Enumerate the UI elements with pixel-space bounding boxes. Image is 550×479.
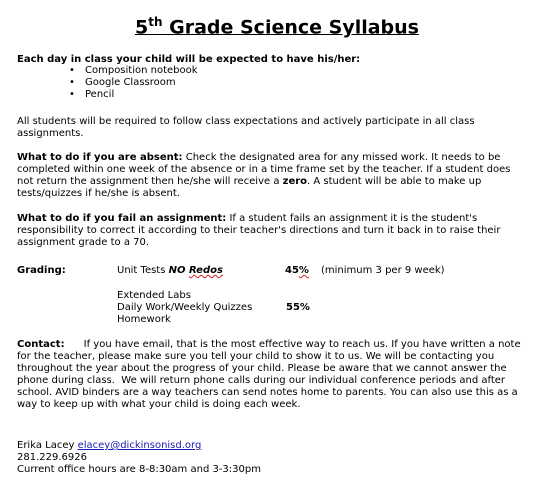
email-link[interactable]: elacey@dickinsonisd.org — [77, 440, 202, 451]
contact-text: If you have email, that is the most effective way to reach us. If you have written a note for the teacher, please make sure you tell your child to show it to us. We will be contacting you throughout the year about the progress of your child. Please be aware that we cannot answer the phone during class. We will return phone calls during our individual conference periods and after school. AVID binders are a way teachers can send notes home to parents. You can also use this as a way to keep up with what your child is doing each week. — [17, 339, 524, 410]
teacher-name: Erika Lacey — [17, 440, 78, 451]
supplies-intro: Each day in class your child will be expected to have his/her: — [17, 54, 361, 65]
contact-label: Contact: — [17, 339, 65, 350]
daily-work: Daily Work/Weekly Quizzes — [117, 302, 253, 313]
absent-paragraph — [17, 152, 517, 200]
title-text: Grade Science Syllabus — [162, 16, 419, 39]
title-number: 5 — [134, 16, 149, 39]
expectations-paragraph: All students will be required to follow class expectations and actively participate in all class assignments. — [17, 116, 475, 139]
list-item: • Google Classroom — [69, 77, 198, 89]
unit-tests-label: Unit Tests — [117, 265, 169, 276]
absent-text-end: . A student will be able to make up tests/quizzes if he/she is absent. — [17, 176, 482, 199]
unit-tests-line — [117, 265, 223, 277]
title-superscript: th — [148, 15, 163, 29]
office-hours: Current office hours are 8-8:30am and 3-3:30pm — [17, 464, 261, 475]
fail-label: What to do if you fail an assignment: — [17, 213, 227, 224]
daily-work-percent: 55% — [286, 302, 310, 313]
phone-number: 281.229.6926 — [17, 452, 87, 463]
supplies-list — [69, 65, 198, 101]
no-redos: NO Redos — [168, 265, 223, 276]
absent-text: Check the designated area for any missed work. It needs to be completed within one week of the absence or in a time frame set by the teacher. If a student does not return the assignment then he/she will receive a — [17, 152, 511, 187]
page-title — [17, 15, 537, 38]
fail-text: If a student fails an assignment it is the student's responsibility to correct it according to their teacher's directions and turn it back in to raise their assignment grade to a 70. — [17, 213, 501, 248]
homework: Homework — [117, 314, 171, 325]
unit-tests-note: (minimum 3 per 9 week) — [321, 265, 445, 276]
extended-labs: Extended Labs — [117, 290, 191, 301]
list-item: • Pencil — [69, 89, 198, 101]
list-item: • Composition notebook — [69, 65, 198, 77]
contact-paragraph — [17, 339, 522, 411]
absent-label: What to do if you are absent: — [17, 152, 183, 163]
grading-label: Grading: — [17, 265, 66, 276]
fail-paragraph — [17, 213, 517, 249]
zero-emphasis: zero — [282, 176, 308, 187]
unit-tests-percent: 45% — [285, 265, 309, 276]
signature-name-line — [17, 440, 201, 452]
